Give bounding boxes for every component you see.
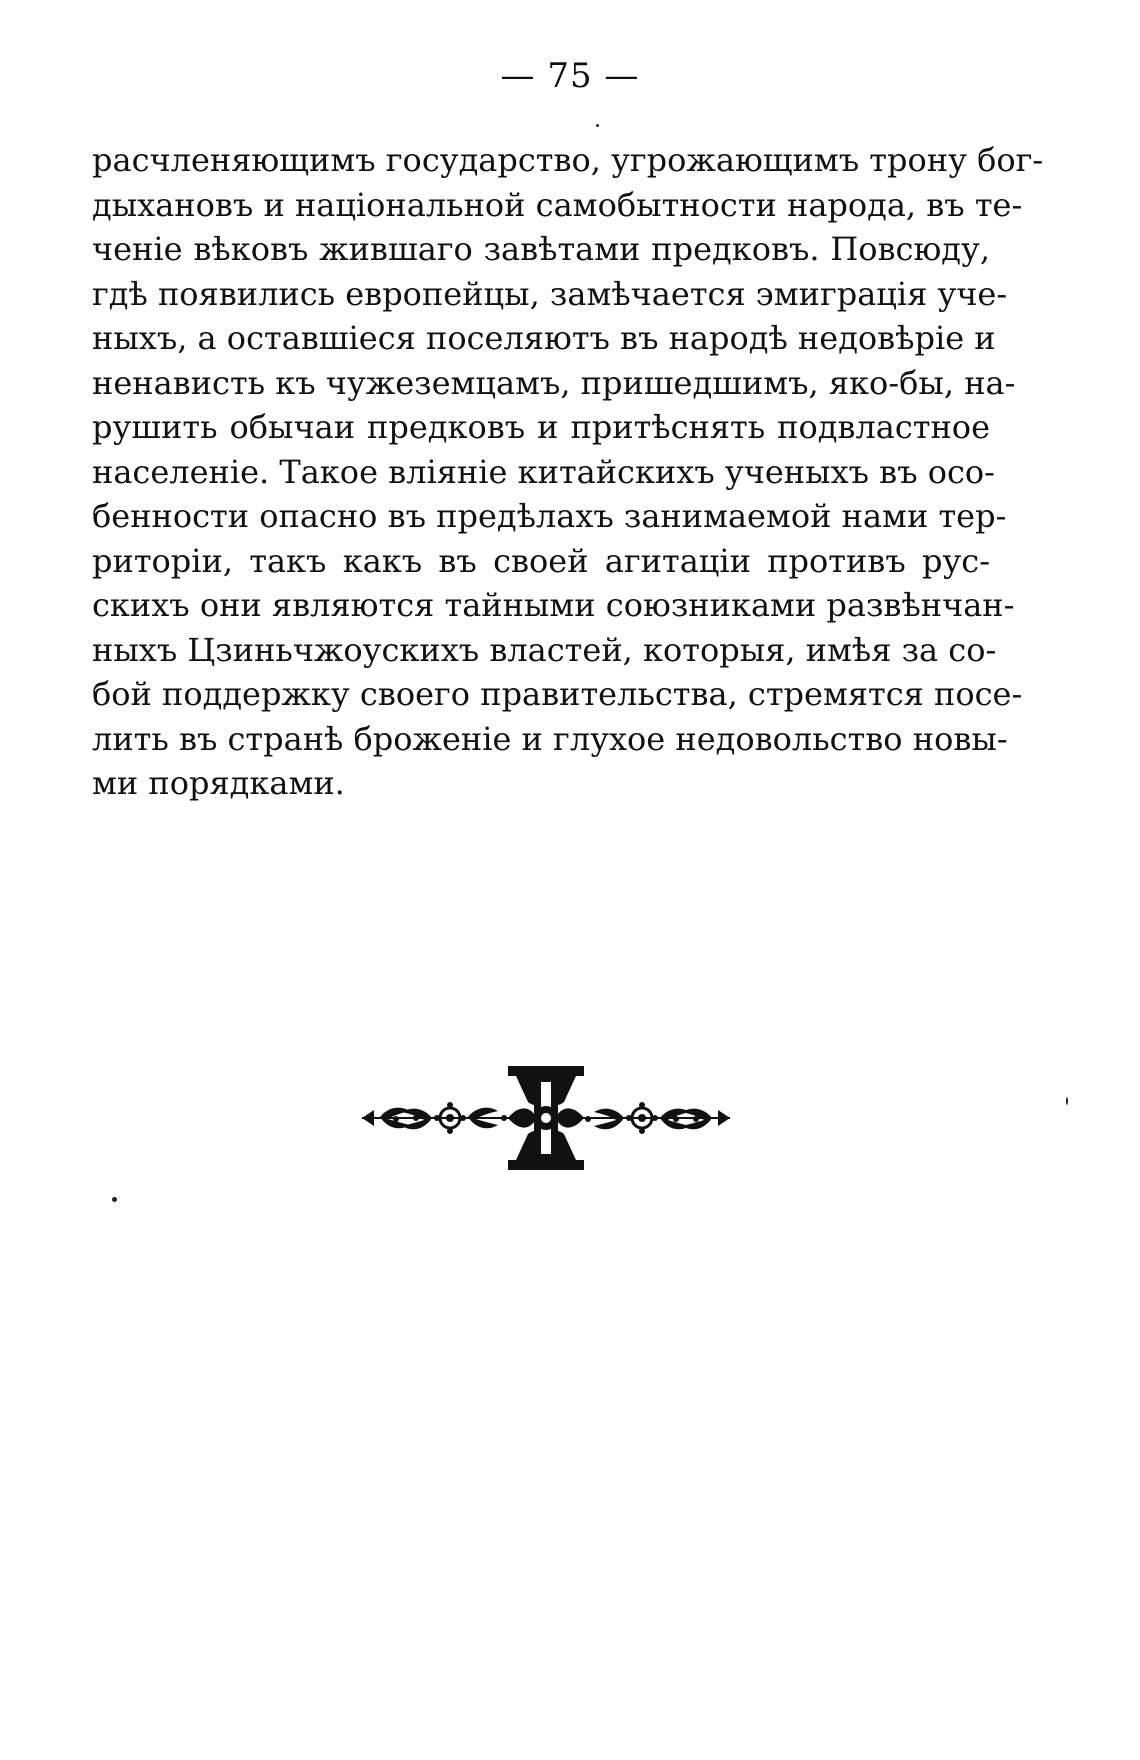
text-line: риторіи, такъ какъ въ своей агитаціи противъ рус-: [92, 541, 990, 580]
text-line: рушить обычаи предковъ и притѣснять подвластное: [92, 408, 990, 446]
text-line: населеніе. Такое вліяніе китайскихъ ученыхъ въ осо-: [92, 452, 995, 491]
body-text: [92, 138, 1044, 806]
text-line: расчленяющимъ государство, угрожающимъ трону бог-: [92, 141, 1044, 179]
page-number: — 75 —: [500, 56, 640, 96]
text-line: бенности опасно въ предѣлахъ занимаемой нами тер-: [92, 497, 1007, 535]
text-line: бой поддержку своего правительства, стремятся посе-: [92, 675, 1023, 713]
text-line: ненависть къ чужеземцамъ, пришедшимъ, яко-бы, на-: [92, 363, 1016, 402]
print-speck: [1066, 1097, 1068, 1105]
text-line: ныхъ Цзиньчжоускихъ властей, которыя, имѣя за со-: [92, 630, 997, 669]
print-speck: [596, 124, 599, 127]
print-speck: [112, 1197, 117, 1202]
text-line: лить въ странѣ броженіе и глухое недовольство новы-: [92, 719, 1008, 758]
tailpiece-ornament: [358, 1062, 734, 1174]
text-line: дыхановъ и національной самобытности народа, въ те-: [92, 185, 1023, 224]
text-line: ченіе вѣковъ жившаго завѣтами предковъ. Повсюду,: [92, 230, 990, 268]
text-line: скихъ они являются тайными союзниками развѣнчан-: [92, 586, 1015, 624]
text-line: ми порядками.: [92, 764, 345, 802]
text-line: гдѣ появились европейцы, замѣчается эмиграція уче-: [92, 274, 1008, 313]
text-line: ныхъ, а оставшіеся поселяютъ въ народѣ недовѣріе и: [92, 319, 996, 357]
